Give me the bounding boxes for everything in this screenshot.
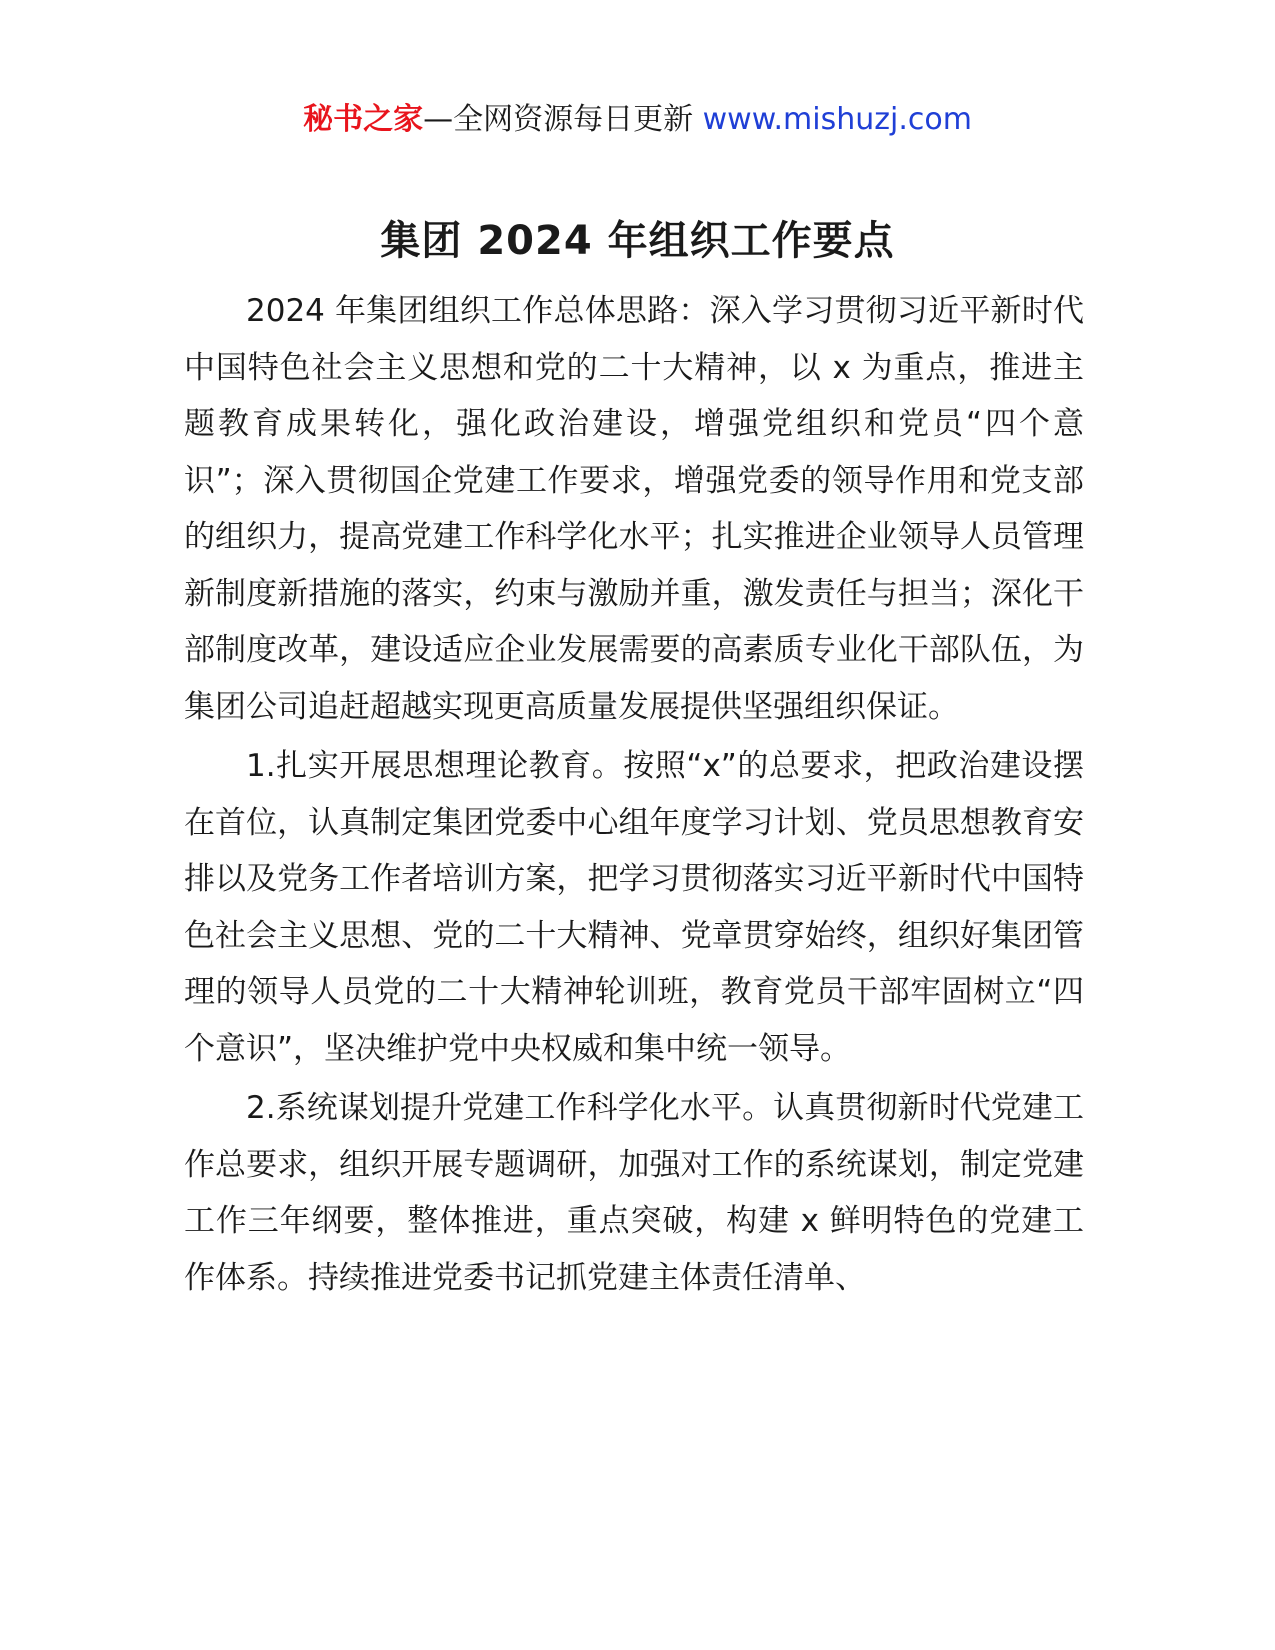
document-title: 集团 2024 年组织工作要点 — [380, 218, 895, 264]
site-header-banner — [0, 98, 1275, 142]
document-body — [184, 283, 1084, 1309]
site-tagline: —全网资源每日更新 — [423, 102, 703, 137]
paragraph-item-1: 1.扎实开展思想理论教育。按照“x”的总要求，把政治建设摆在首位，认真制定集团党委中心组年度学习计划、党员思想教育安排以及党务工作者培训方案，把学习贯彻落实习近平新时代中国特色社会主义思想、党的二十大精神、党章贯穿始终，组织好集团管理的领导人员党的二十大精神轮训班，教育党员干部牢固树立“四个意识”，坚决维护党中央权威和集中统一领导。 — [184, 748, 1084, 1067]
site-brand: 秘书之家 — [303, 102, 424, 137]
site-url-link[interactable]: www.mishuzj.com — [702, 102, 972, 137]
paragraph-overview: 2024 年集团组织工作总体思路：深入学习贯彻习近平新时代中国特色社会主义思想和党的二十大精神，以 x 为重点，推进主题教育成果转化，强化政治建设，增强党组织和党员“四个意识”；深入贯彻国企党建工作要求，增强党委的领导作用和党支部的组织力，提高党建工作科学化水平；扎实推进企业领导人员管理新制度新措施的落实，约束与激励并重，激发责任与担当；深化干部制度改革，建设适应企业发展需要的高素质专业化干部队伍，为集团公司追赶超越实现更高质量发展提供坚强组织保证。 — [184, 293, 1084, 725]
paragraph-item-2: 2.系统谋划提升党建工作科学化水平。认真贯彻新时代党建工作总要求，组织开展专题调研，加强对工作的系统谋划，制定党建工作三年纲要，整体推进，重点突破，构建 x 鲜明特色的党建工作体系。持续推进党委书记抓党建主体责任清单、 — [184, 1090, 1084, 1296]
